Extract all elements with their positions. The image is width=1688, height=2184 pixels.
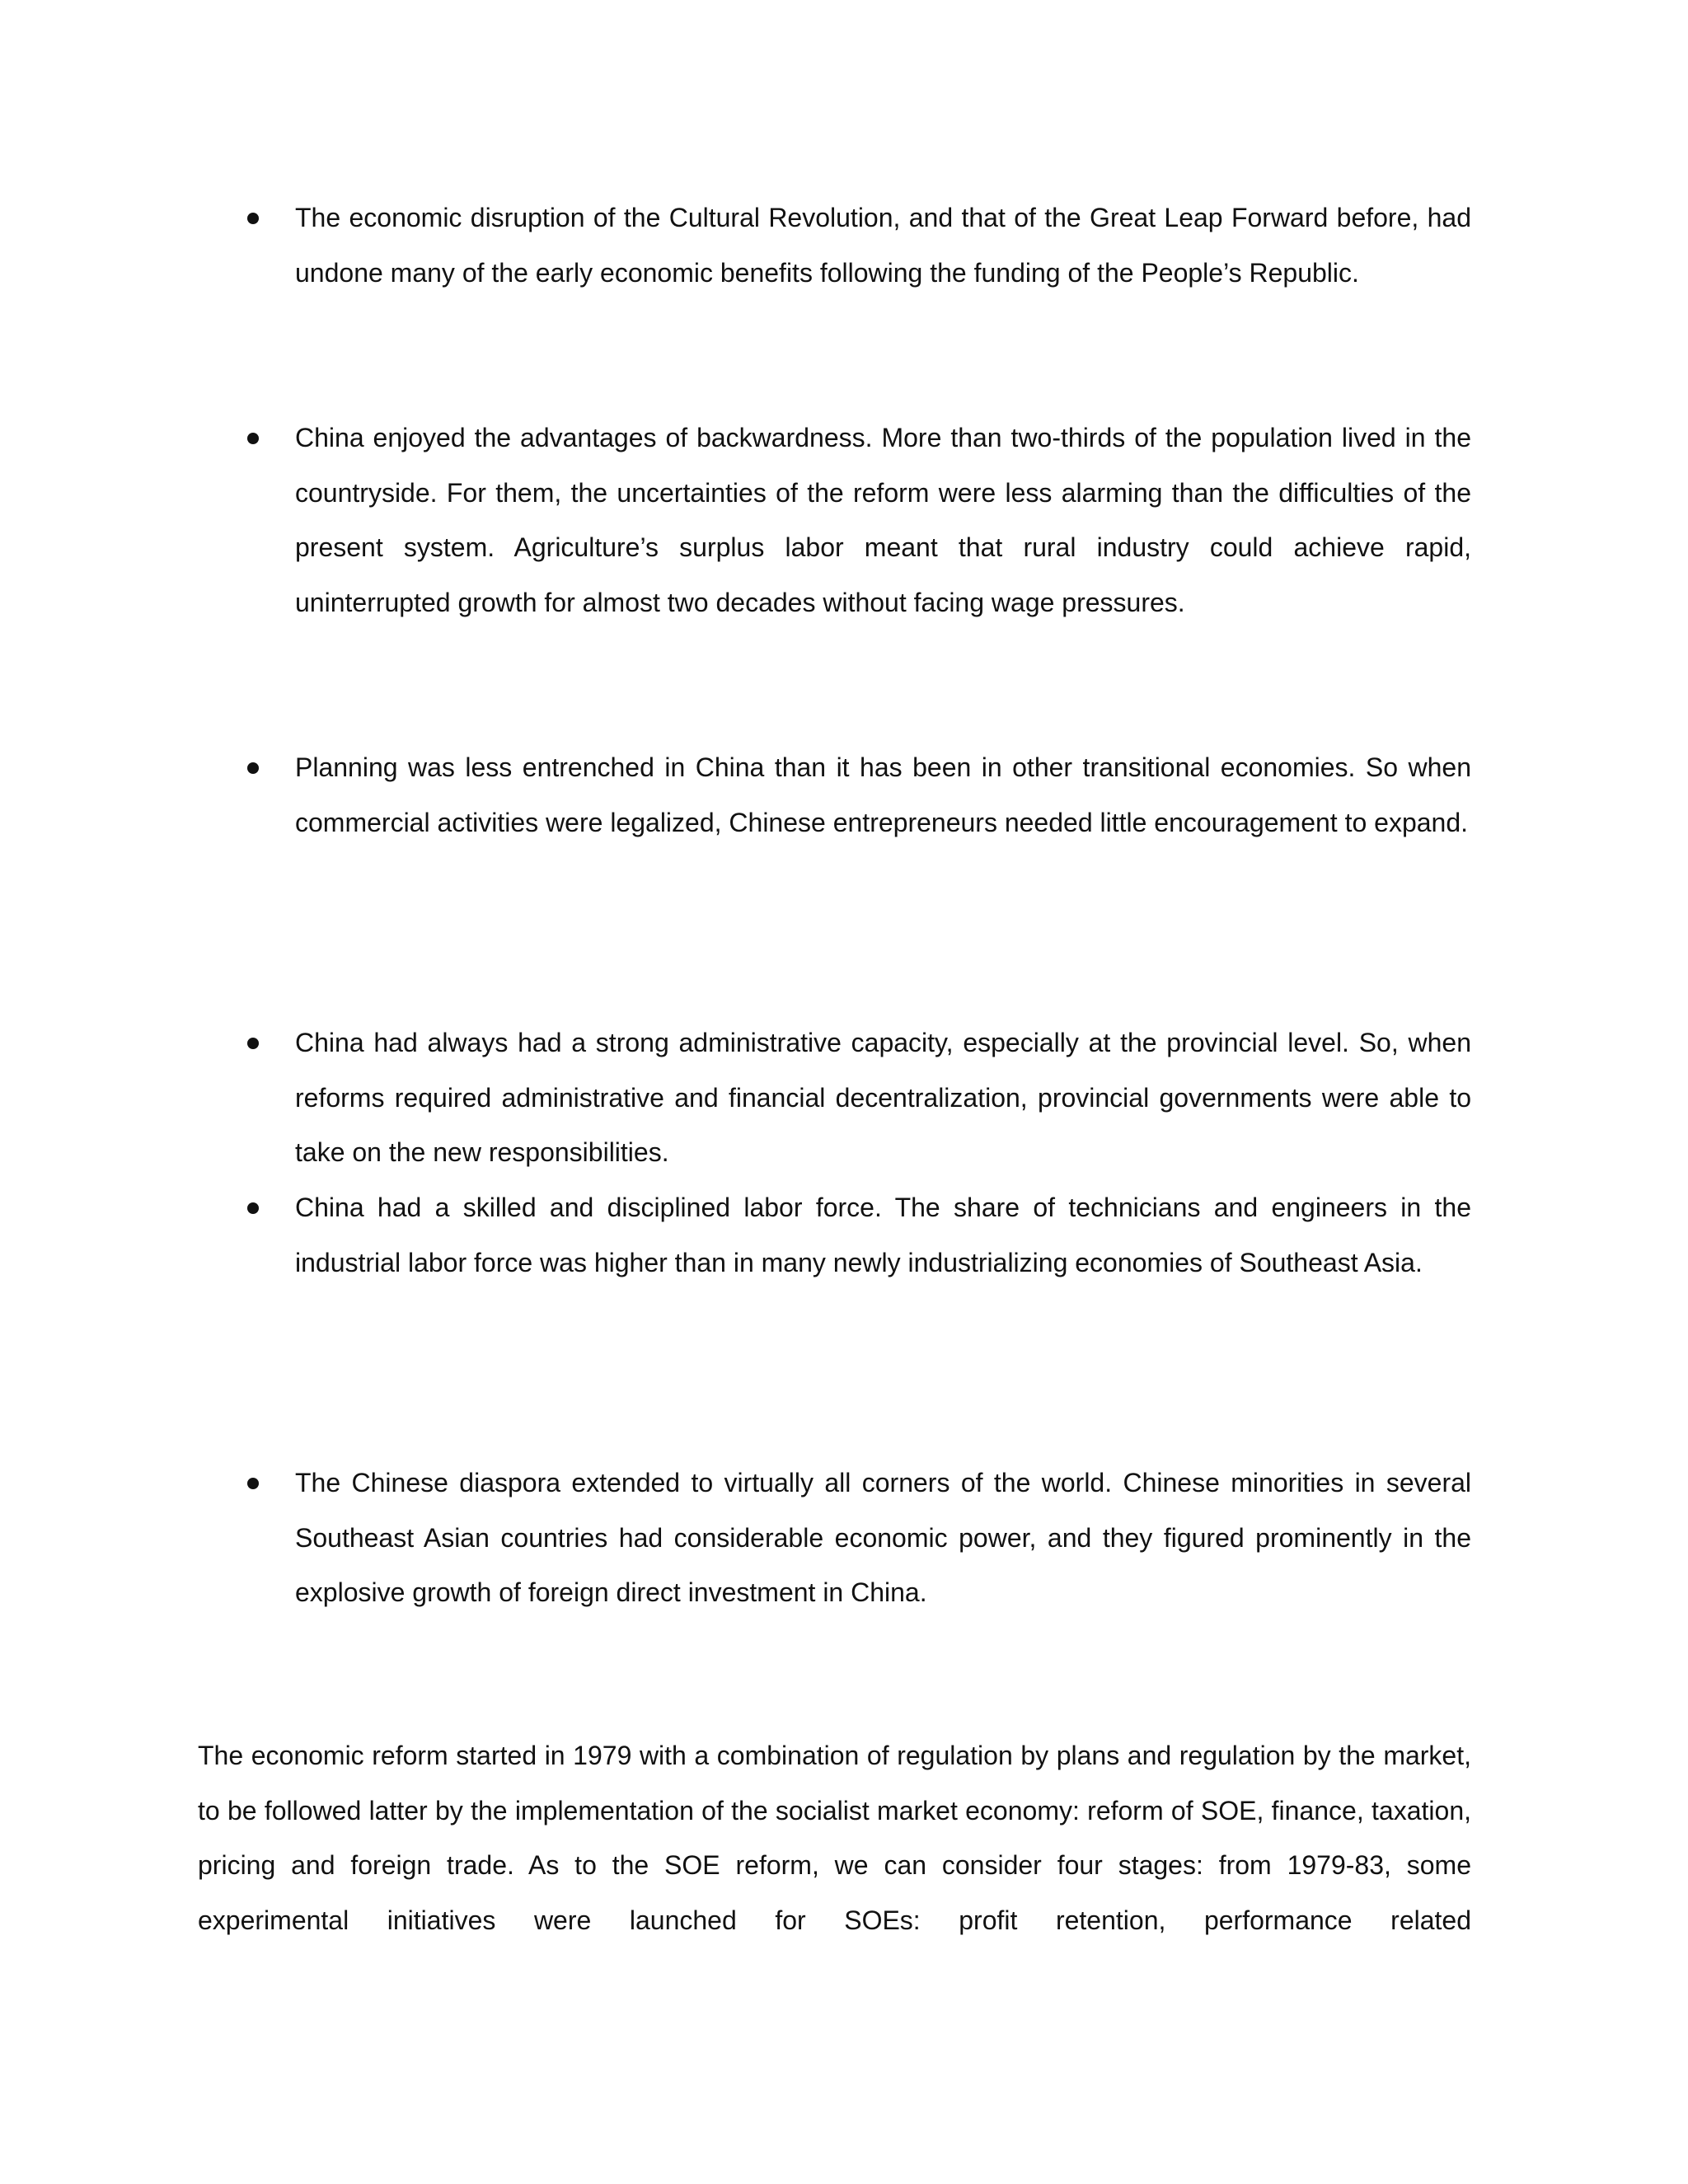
bullet-icon bbox=[247, 1038, 259, 1049]
bullet-icon bbox=[247, 1478, 259, 1489]
bullet-icon bbox=[247, 433, 259, 444]
bullet-icon bbox=[247, 1202, 259, 1214]
bullet-text: China enjoyed the advantages of backwardness. More than two-thirds of the population lived in the countryside. For them, the uncertainties of the reform were less alarming than the difficulties of the present system. Agriculture’s surplus labor meant that rural industry could achieve rapid, uninterrupted growth for almost two decades without facing wage pressures. bbox=[295, 423, 1471, 618]
bullet-item bbox=[198, 190, 1471, 300]
bullet-item bbox=[198, 1455, 1471, 1620]
bullet-icon bbox=[247, 762, 259, 774]
bullet-item bbox=[198, 1180, 1471, 1290]
bullet-text: China had always had a strong administrative capacity, especially at the provincial level. So, when reforms required administrative and financial decentralization, provincial governments were able to take on the new responsibilities. bbox=[295, 1028, 1471, 1168]
bullet-text: The economic disruption of the Cultural Revolution, and that of the Great Leap Forward before, had undone many of the early economic benefits following the funding of the People’s Republic. bbox=[295, 203, 1471, 288]
bullet-item bbox=[198, 410, 1471, 630]
bullet-text: The Chinese diaspora extended to virtually all corners of the world. Chinese minorities in several Southeast Asian countries had considerable economic power, and they figured prominently in the explosive growth of foreign direct investment in China. bbox=[295, 1468, 1471, 1608]
bullet-text: China had a skilled and disciplined labor force. The share of technicians and engineers in the industrial labor force was higher than in many newly industrializing economies of Southeast Asia. bbox=[295, 1193, 1471, 1277]
bullet-icon bbox=[247, 213, 259, 224]
body-paragraph: The economic reform started in 1979 with a combination of regulation by plans and regulation by the market, to be followed latter by the implementation of the socialist market economy: reform of SOE, finance, taxation, pricing and foreign trade. As to the SOE reform, we can consider four stages: from 1979-83, some experimental initiatives were launched for SOEs: profit retention, performance related bbox=[198, 1741, 1471, 1936]
bullet-item bbox=[198, 1015, 1471, 1180]
bullet-text: Planning was less entrenched in China than it has been in other transitional economies. So when commercial activities were legalized, Chinese entrepreneurs needed little encouragement to expand. bbox=[295, 752, 1471, 837]
bullet-item bbox=[198, 740, 1471, 850]
